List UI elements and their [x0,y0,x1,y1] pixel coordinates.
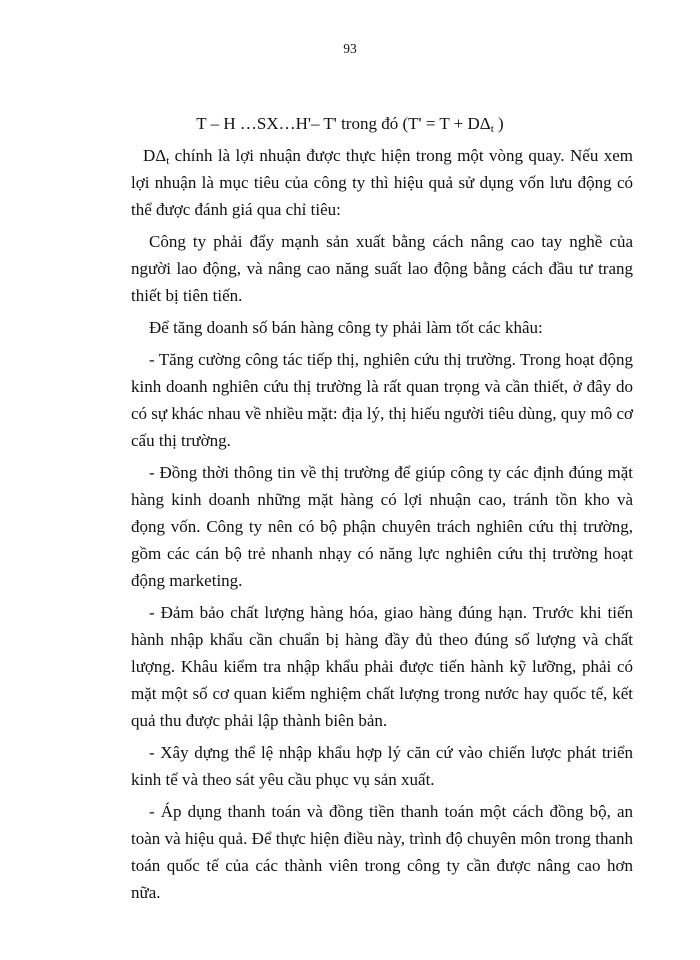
symbol-d-delta: DΔ [143,146,167,165]
paragraph-market-info: - Đồng thời thông tin về thị trường để giúp công ty các định đúng mặt hàng kinh doanh những mặt hàng có lợi nhuận cao, tránh tồn kho và đọng vốn. Công ty nên có bộ phận chuyên trách nghiên cứu thị trường, gồm các cán bộ trẻ nhanh nhạy có năng lực nghiên cứu thị trường hoạt động marketing. [131,463,633,590]
paragraph-import-rules: - Xây dựng thể lệ nhập khẩu hợp lý căn cứ vào chiến lược phát triển kinh tế và theo sát yêu cầu phục vụ sản xuất. [131,743,633,789]
paragraph-quality: - Đảm bảo chất lượng hàng hóa, giao hàng đúng hạn. Trước khi tiến hành nhập khẩu cần chuẩn bị hàng đầy đủ theo đúng số lượng và chất lượng. Khâu kiểm tra nhập khẩu phải được tiến hành kỹ lưỡng, phải có mặt một số cơ quan kiểm nghiệm chất lượng trong nước hay quốc tế, kết quả thu được phải lập thành biên bản. [131,603,633,730]
paragraph-text: chính là lợi nhuận được thực hiện trong một vòng quay. Nếu xem lợi nhuận là mục tiêu của công ty thì hiệu quả sử dụng vốn lưu động có thể được đánh giá qua chỉ tiêu: [131,146,633,219]
paragraph-production: Công ty phải đẩy mạnh sản xuất bằng cách nâng cao tay nghề của người lao động, và nâng cao năng suất lao động bằng cách đầu tư trang thiết bị tiên tiến. [131,232,633,305]
formula-subscript: t [490,123,494,135]
paragraph-payment: - Áp dụng thanh toán và đồng tiền thanh toán một cách đồng bộ, an toàn và hiệu quả. Để thực hiện điều này, trình độ chuyên môn trong thanh toán quốc tế của các thành viên trong công ty cần được nâng cao hơn nữa. [131,802,633,902]
paragraph-sales-intro: Để tăng doanh số bán hàng công ty phải làm tốt các khâu: [149,318,543,337]
formula-main: T – H …SX…H'– T' trong đó (T' = T + DΔ [196,114,491,133]
symbol-subscript: t [166,155,170,167]
paragraph-marketing: - Tăng cường công tác tiếp thị, nghiên cứu thị trường. Trong hoạt động kinh doanh nghiên cứu thị trường là rất quan trọng và cần thiết, ở đây do có sự khác nhau về nhiều mặt: địa lý, thị hiếu người tiêu dùng, quy mô cơ cấu thị trường. [131,350,633,450]
body-text [131,142,633,911]
formula-line [0,114,700,134]
paragraph-profit-definition [131,142,633,223]
formula-end: ) [493,114,504,133]
page-number: 93 [343,41,357,56]
